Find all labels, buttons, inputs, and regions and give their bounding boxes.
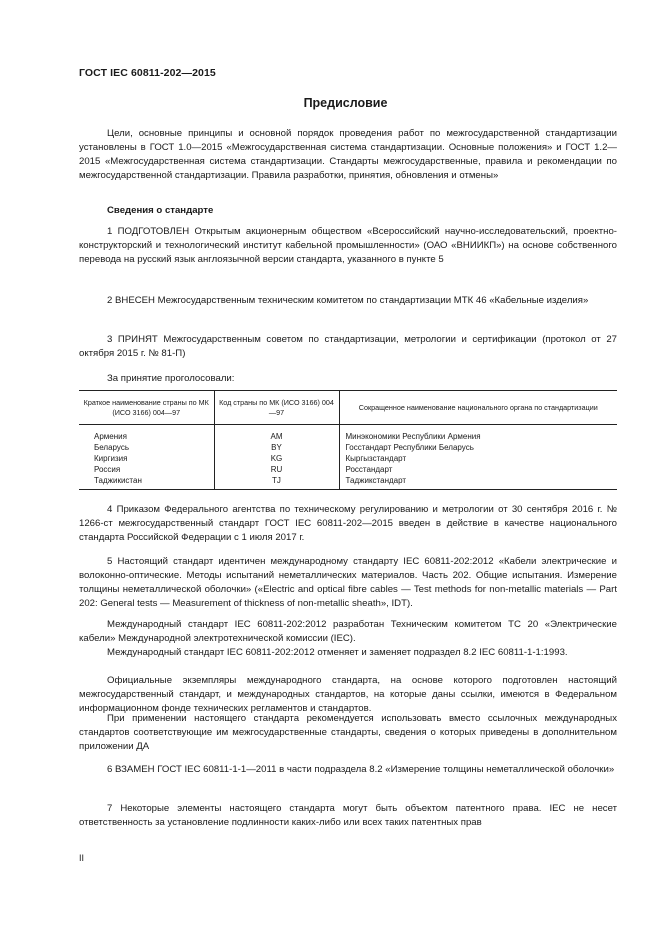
- item-3-paragraph: 3 ПРИНЯТ Межгосударственным советом по стандартизации, метрологии и сертификации (протокол от 27 октября 2015 г. № 81-П): [79, 334, 617, 359]
- item-7-paragraph: 7 Некоторые элементы настоящего стандарта могут быть объектом патентного права. IEC не несет ответственность за установление подлинности каких-либо или всех таких патентных прав: [79, 803, 617, 828]
- intro-paragraph: Цели, основные принципы и основной порядок проведения работ по межгосударственной стандартизации установлены в ГОСТ 1.0—2015 «Межгосударственная система стандартизации. Основные положения» и ГОСТ 1.2—2015 «Межгосударственная система стандартизации. Стандарты межгосударственные, правила и рекомендации по межгосударственной стандартизации. Правила разработки, принятия, обновления и отмены»: [79, 128, 617, 181]
- table-row: [79, 464, 617, 475]
- table-cell-country: Беларусь: [94, 443, 129, 452]
- section-subheading: Сведения о стандарте: [107, 205, 214, 216]
- page-title: Предисловие: [303, 96, 388, 110]
- document-code: ГОСТ IEC 60811-202—2015: [79, 67, 216, 79]
- table-cell-country: Россия: [94, 465, 121, 474]
- table-row: [79, 425, 617, 443]
- item-4-paragraph: 4 Приказом Федерального агентства по техническому регулированию и метрологии от 30 сентября 2016 г. № 1266-ст межгосударственный стандарт ГОСТ IEC 60811-202—2015 введен в действие в качестве национального стандарта Российской Федерации с 1 июля 2017 г.: [79, 504, 617, 543]
- table-cell-code: BY: [214, 442, 339, 453]
- item-6-paragraph: 6 ВЗАМЕН ГОСТ IEC 60811-1-1—2011 в части подраздела 8.2 «Измерение толщины неметаллической оболочки»: [107, 764, 615, 775]
- page-number: II: [79, 853, 85, 863]
- item-1-paragraph: 1 ПОДГОТОВЛЕН Открытым акционерным обществом «Всероссийский научно-исследовательский, проектно-конструкторский и технологический институт кабельной промышленности» (ОАО «ВНИИКП») на основе собственного перевода на русский язык англоязычной версии стандарта, указанного в пункте 5: [79, 226, 617, 265]
- item-2-paragraph: 2 ВНЕСЕН Межгосударственным техническим комитетом по стандартизации МТК 46 «Кабельные изделия»: [107, 295, 589, 306]
- table-cell-country: Армения: [94, 432, 127, 441]
- table-cell-body: Минэкономики Республики Армения: [339, 425, 617, 443]
- table-cell-body: Госстандарт Республики Беларусь: [339, 442, 617, 453]
- table-cell-body: Таджикстандарт: [339, 475, 617, 490]
- item-5-paragraph: 5 Настоящий стандарт идентичен международному стандарту IEC 60811-202:2012 «Кабели электрические и волоконно-оптические. Методы испытаний неметаллических материалов. Часть 202. Общие испытания. Измерение толщины неметаллической оболочки» («Electric and optical fibre cables — Test methods for non-metallic materials — Part 202: General tests — Measurement of thickness of non-metallic sheath», IDT).: [79, 556, 617, 609]
- table-header-body: Сокращенное наименование национального органа по стандартизации: [339, 391, 617, 425]
- table-cell-body: Росстандарт: [339, 464, 617, 475]
- table-header-country: Краткое наименование страны по МК (ИСО 3166) 004—97: [79, 391, 214, 425]
- table-cell-country: Киргизия: [94, 454, 128, 463]
- voting-table: [79, 390, 617, 490]
- table-row: [79, 475, 617, 490]
- table-header-code: Код страны по МК (ИСО 3166) 004—97: [214, 391, 339, 425]
- table-cell-country: Таджикистан: [79, 475, 214, 490]
- table-cell-code: KG: [214, 453, 339, 464]
- item-5-replaces-paragraph: Международный стандарт IEC 60811-202:2012 отменяет и заменяет подраздел 8.2 IEC 60811-1-1:1993.: [107, 647, 568, 658]
- votes-label: За принятие проголосовали:: [107, 373, 235, 384]
- item-5-usage-paragraph: При применении настоящего стандарта рекомендуется использовать вместо ссылочных международных стандартов соответствующие им межгосударственные стандарты, сведения о которых приведены в дополнительном приложении ДА: [79, 713, 617, 752]
- item-5-copies-paragraph: Официальные экземпляры международного стандарта, на основе которого подготовлен настоящий межгосударственный стандарт, и международных стандартов, на которые даны ссылки, имеются в Федеральном информационном фонде технических регламентов и стандартов.: [79, 675, 617, 714]
- table-cell-code: RU: [214, 464, 339, 475]
- table-cell-body: Кыргызстандарт: [339, 453, 617, 464]
- item-5-developer-paragraph: Международный стандарт IEC 60811-202:2012 разработан Техническим комитетом ТС 20 «Электрические кабели» Международной электротехнической комиссии (IEC).: [79, 619, 617, 644]
- table-row: [79, 442, 617, 453]
- table-cell-code: AM: [214, 425, 339, 443]
- table-cell-code: TJ: [214, 475, 339, 490]
- table-row: [79, 453, 617, 464]
